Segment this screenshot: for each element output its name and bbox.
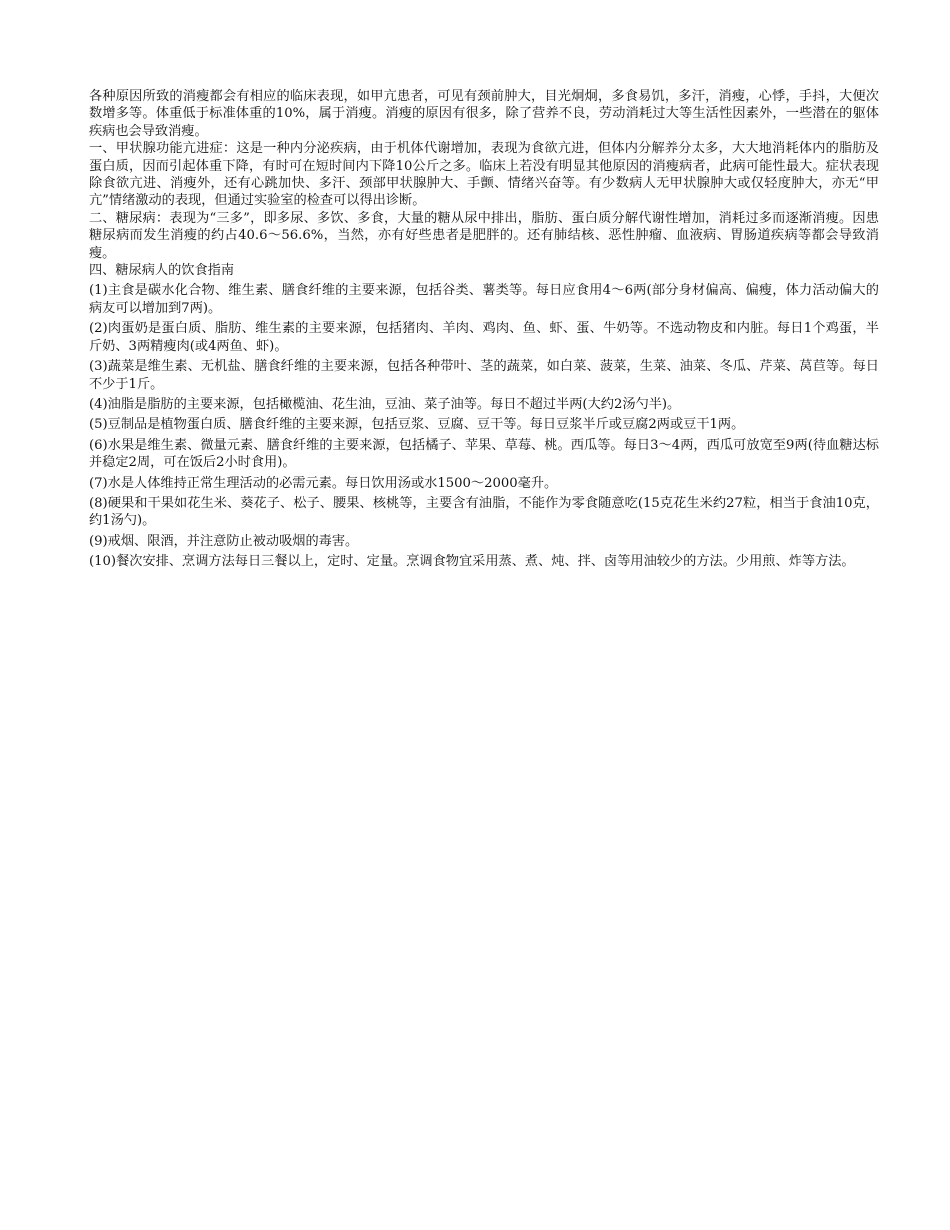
diet-item-meat-egg-milk: (2)肉蛋奶是蛋白质、脂肪、维生素的主要来源，包括猪肉、羊肉、鸡肉、鱼、虾、蛋、牛奶等。不选动物皮和内脏。每日1个鸡蛋，半斤奶、3两精瘦肉(或4两鱼、虾)。 xyxy=(89,321,879,354)
intro-paragraph: 各种原因所致的消瘦都会有相应的临床表现，如甲亢患者，可见有颈前肿大，目光炯炯，多食易饥，多汗，消瘦，心悸，手抖，大便次数增多等。体重低于标准体重的10%，属于消瘦。消瘦的原因有很多，除了营养不良，劳动消耗过大等生活性因素外，一些潜在的躯体疾病也会导致消瘦。 xyxy=(89,89,879,139)
diet-item-vegetables: (3)蔬菜是维生素、无机盐、膳食纤维的主要来源，包括各种带叶、茎的蔬菜，如白菜、菠菜，生菜、油菜、冬瓜、芹菜、莴苣等。每日不少于1斤。 xyxy=(89,359,879,392)
diet-item-soy-products: (5)豆制品是植物蛋白质、膳食纤维的主要来源，包括豆浆、豆腐、豆干等。每日豆浆半斤或豆腐2两或豆干1两。 xyxy=(89,417,745,433)
diet-item-nuts: (8)硬果和干果如花生米、葵花子、松子、腰果、核桃等，主要含有油脂，不能作为零食随意吃(15克花生米约27粒，相当于食油10克，约1汤勺)。 xyxy=(89,495,879,529)
section-hyperthyroidism: 一、甲状腺功能亢进症：这是一种内分泌疾病，由于机体代谢增加，表现为食欲亢进，但体内分解养分太多，大大地消耗体内的脂肪及蛋白质，因而引起体重下降，有时可在短时间内下降10公斤之多。临床上若没有明显其他原因的消瘦病者，此病可能性最大。症状表现除食欲亢进、消瘦外，还有心跳加快、多汗、颈部甲状腺肿大、手颤、情绪兴奋等。有少数病人无甲状腺肿大或仅轻度肿大，亦无“甲亢”情绪激动的表现，但通过实验室的检查可以得出诊断。 xyxy=(89,141,879,209)
diet-item-fruit: (6)水果是维生素、微量元素、膳食纤维的主要来源，包括橘子、苹果、草莓、桃。西瓜等。每日3～4两，西瓜可放宽至9两(待血糖达标并稳定2周，可在饭后2小时食用)。 xyxy=(89,437,879,471)
section-diabetes: 二、糖尿病：表现为“三多”，即多尿、多饮、多食，大量的糖从尿中排出，脂肪、蛋白质分解代谢性增加，消耗过多而逐渐消瘦。因患糖尿病而发生消瘦的约占40.6～56.6%，当然，亦有好些患者是肥胖的。还有肺结核、恶性肿瘤、血液病、胃肠道疾病等都会导致消瘦。 xyxy=(89,210,879,261)
diet-item-staple-food: (1)主食是碳水化合物、维生素、膳食纤维的主要来源，包括谷类、薯类等。每日应食用4～6两(部分身材偏高、偏瘦，体力活动偏大的病友可以增加到7两)。 xyxy=(89,283,879,316)
document-body xyxy=(89,88,879,571)
diet-item-smoking-alcohol: (9)戒烟、限酒，并注意防止被动吸烟的毒害。 xyxy=(89,533,359,549)
diet-item-meal-schedule: (10)餐次安排、烹调方法每日三餐以上，定时、定量。烹调食物宜采用蒸、煮、炖、拌、卤等用油较少的方法。少用煎、炸等方法。 xyxy=(89,554,855,570)
diet-item-oil: (4)油脂是脂肪的主要来源，包括橄榄油、花生油，豆油、菜子油等。每日不超过半两(大约2汤勺半)。 xyxy=(89,396,681,412)
section-heading-diet-guide: 四、糖尿病人的饮食指南 xyxy=(89,263,235,279)
diet-item-water: (7)水是人体维持正常生理活动的必需元素。每日饮用汤或水1500～2000毫升。 xyxy=(89,475,558,491)
